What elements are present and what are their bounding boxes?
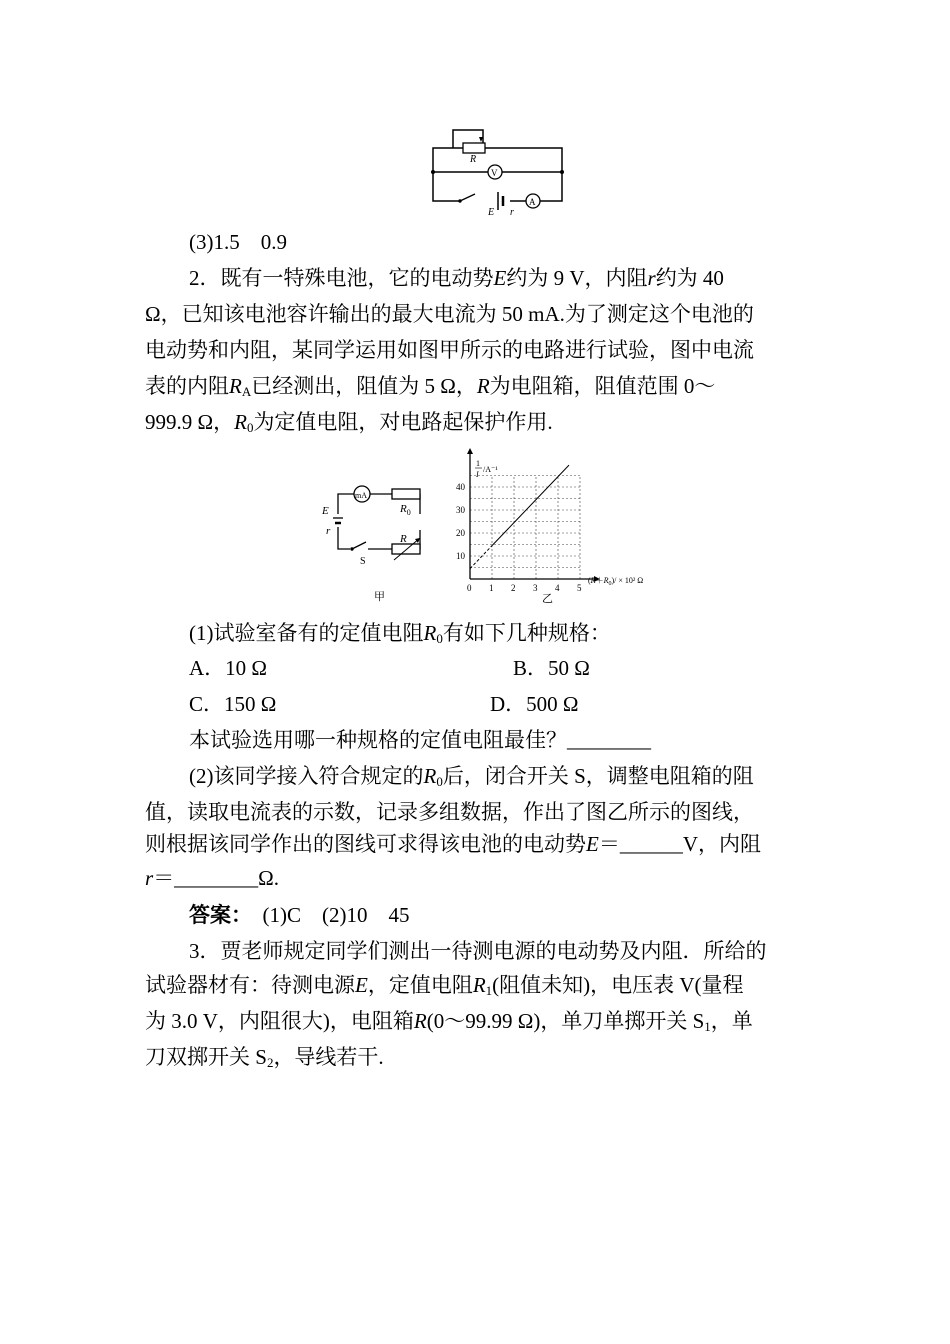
jia-label-E: E: [322, 505, 329, 517]
q2-text: 约为 9 V，内阻: [506, 266, 648, 290]
q3-text: 为 3.0 V，内阻很大)，电阻箱: [145, 1009, 414, 1033]
answer-line: [189, 903, 851, 927]
q3-line-4: [145, 1045, 807, 1069]
q2-2-text: 则根据该同学作出的图线可求得该电池的电动势: [145, 832, 586, 856]
q3-line-1: 3．贾老师规定同学们测出一待测电源的电动势及内阻．所给的: [189, 939, 767, 963]
top-label-A: A: [529, 197, 536, 207]
option-A: A．10 Ω: [189, 656, 268, 680]
x-tick-label: 1: [489, 583, 494, 593]
svg-text:/A⁻¹: /A⁻¹: [483, 465, 498, 474]
q2-line-2: Ω，已知该电池容许输出的最大电流为 50 mA.为了测定这个电池的: [145, 302, 754, 326]
x-tick-label: 4: [555, 583, 560, 593]
q2-1-sub: 0: [436, 631, 443, 646]
q2-1-text: 有如下几种规格：: [442, 621, 611, 645]
x-tick-label: 5: [577, 583, 582, 593]
q3-text: 刀双掷开关 S: [145, 1045, 267, 1069]
y-tick-label: 40: [456, 482, 465, 492]
series-line: [492, 465, 569, 546]
top-label-E: E: [488, 207, 495, 216]
q3-text: ，定值电阻: [367, 973, 473, 997]
answer-label: 答案：: [189, 903, 242, 927]
rheostat-R: [463, 143, 485, 153]
q2-text: 表的内阻: [145, 374, 229, 398]
q2-var-R0: R: [234, 410, 247, 434]
y-tick-label: 20: [456, 528, 465, 538]
top-label-r: r: [510, 207, 514, 216]
figure-caption-yi: 乙: [542, 593, 553, 605]
q2-2-text: (2)该同学接入符合规定的: [189, 764, 424, 788]
q3-var-R: R: [413, 1009, 427, 1033]
chart-yi: [446, 448, 678, 606]
x-tick-label: 2: [511, 583, 516, 593]
q3-var-R1: R: [472, 973, 486, 997]
chart-xlabel: $(R+R_0)/ \times 10^2$ Ω: [588, 576, 644, 587]
q2-text: 已经测出，阻值为 5 Ω，: [251, 374, 477, 398]
q2-2-text: ＝________Ω.: [153, 866, 280, 890]
chart-ylabel: 1: [476, 459, 480, 468]
q3-line-3: [145, 1009, 807, 1033]
q3-text: 试验器材有：待测电源: [145, 973, 355, 997]
option-B: B．50 Ω: [513, 656, 590, 680]
q2-2-text: ＝______V，内阻: [598, 832, 761, 856]
answer-text: (1)C (2)10 45: [241, 903, 410, 927]
q2-1-text: (1)试验室备有的定值电阻: [189, 621, 424, 645]
circuit-diagram-jia: [320, 480, 445, 608]
q2-2-sub: 0: [436, 774, 443, 789]
top-circuit-diagram: [425, 124, 570, 216]
q3-sub-S2: 2: [266, 1055, 274, 1070]
q2-var-r: r: [647, 266, 656, 290]
q2-text: 2．既有一特殊电池，它的电动势: [189, 266, 494, 290]
q2-sub-0: 0: [246, 420, 254, 435]
q3-line-2: [145, 973, 807, 997]
series-line-extrapolated: [470, 546, 492, 569]
q2-2-line-3: [145, 832, 807, 856]
q2-line-5: [145, 410, 807, 434]
option-C: C．150 Ω: [189, 692, 277, 716]
q2-1-var-R0: R: [423, 621, 437, 645]
q2-line-3: 电动势和内阻，某同学运用如图甲所示的电路进行试验，图中电流: [145, 338, 754, 362]
y-tick-label: 30: [456, 505, 465, 515]
q2-var-R: R: [476, 374, 490, 398]
y-axis-arrow: [467, 448, 473, 454]
option-D: D．500 Ω: [490, 692, 579, 716]
figure-caption-jia: 甲: [374, 591, 385, 603]
y-tick-label: 10: [456, 551, 465, 561]
x-tick-label: 0: [467, 583, 472, 593]
q2-1-question: 本试验选用哪一种规格的定值电阻最佳？________: [189, 728, 651, 752]
q2-text: 约为 40: [655, 266, 724, 290]
q3-text: ，单: [710, 1009, 753, 1033]
jia-label-R: R: [400, 533, 407, 545]
q2-line-1: [189, 266, 807, 290]
x-tick-label: 3: [533, 583, 538, 593]
resistor-box-R: [392, 544, 420, 554]
q2-sub-A: A: [241, 384, 252, 399]
q3-sub-S1: 1: [704, 1019, 711, 1034]
top-label-R: R: [470, 154, 477, 165]
q3-var-E: E: [355, 973, 368, 997]
q2-text: 为电阻箱，阻值范围 0～: [489, 374, 716, 398]
q2-line-4: [145, 374, 807, 398]
jia-label-S: S: [360, 556, 366, 567]
q2-2-var-r: r: [145, 866, 154, 890]
q2-2-var-E: E: [586, 832, 599, 856]
q2-2-line-1: [189, 764, 807, 788]
q2-text: 为定值电阻，对电路起保护作用.: [253, 410, 553, 434]
top-label-V: V: [491, 168, 498, 178]
q3-text: (0～99.99 Ω)，单刀单掷开关 S: [426, 1009, 705, 1033]
q2-2-line-2: 值，读取电流表的示数，记录多组数据，作出了图乙所示的图线，: [145, 800, 754, 824]
q3-text: (阻值未知)，电压表 V(量程: [492, 973, 744, 997]
q2-text: 999.9 Ω，: [145, 410, 235, 434]
jia-label-R0: $R_0$: [400, 503, 411, 517]
q2-2-text: 后，闭合开关 S，调整电阻箱的阻: [442, 764, 754, 788]
jia-label-mA: mA: [355, 491, 367, 500]
q2-var-RA: R: [229, 374, 242, 398]
q2-1-line: [189, 621, 851, 645]
q2-2-var-R0: R: [423, 764, 437, 788]
q2-var-E: E: [493, 266, 507, 290]
svg-text:I: I: [476, 470, 479, 479]
resistor-R0: [392, 489, 420, 499]
q2-2-line-4: [145, 866, 807, 890]
q3-sub-1: 1: [485, 983, 493, 998]
chart-grid: [470, 476, 580, 580]
q3-text: ，导线若干.: [273, 1045, 384, 1069]
jia-label-r: r: [326, 525, 331, 537]
previous-answer: (3)1.5 0.9: [189, 230, 287, 254]
